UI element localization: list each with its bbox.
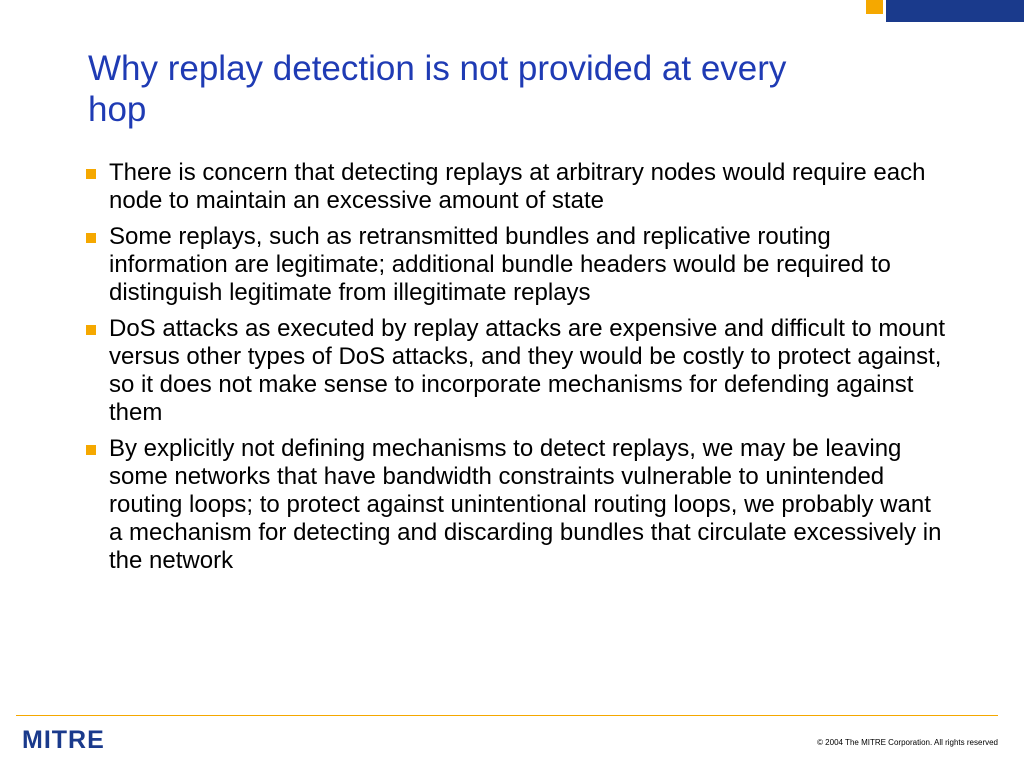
bullet-text: By explicitly not defining mechanisms to detect replays, we may be leaving some networks that have bandwidth constraints vulnerable to unintended routing loops; to protect against unintentional routing loops, we probably want a mechanism for detecting and discarding bundles that circulate excessively in the network [109, 435, 942, 574]
corner-accent-orange [866, 0, 883, 14]
mitre-logo: MITRE [22, 726, 105, 754]
bullet-text: DoS attacks as executed by replay attacks are expensive and difficult to mount versus other types of DoS attacks, and they would be costly to protect against, so it does not make sense to incorporate mechanisms for defending against them [109, 315, 946, 426]
square-bullet-icon [86, 325, 96, 335]
copyright-text: © 2004 The MITRE Corporation. All rights reserved [817, 738, 998, 747]
footer-divider [16, 715, 998, 716]
corner-accent-blue [886, 0, 1024, 22]
bullet-text: There is concern that detecting replays at arbitrary nodes would require each node to maintain an excessive amount of state [109, 159, 926, 214]
square-bullet-icon [86, 445, 96, 455]
bullet-item [86, 223, 946, 307]
bullet-item [86, 435, 946, 575]
square-bullet-icon [86, 169, 96, 179]
bullet-item [86, 315, 946, 427]
square-bullet-icon [86, 233, 96, 243]
bullet-list [86, 159, 946, 583]
bullet-item [86, 159, 946, 215]
bullet-text: Some replays, such as retransmitted bundles and replicative routing information are legitimate; additional bundle headers would be required to distinguish legitimate from illegitimate replays [109, 223, 891, 306]
slide-title: Why replay detection is not provided at every hop [88, 49, 787, 129]
